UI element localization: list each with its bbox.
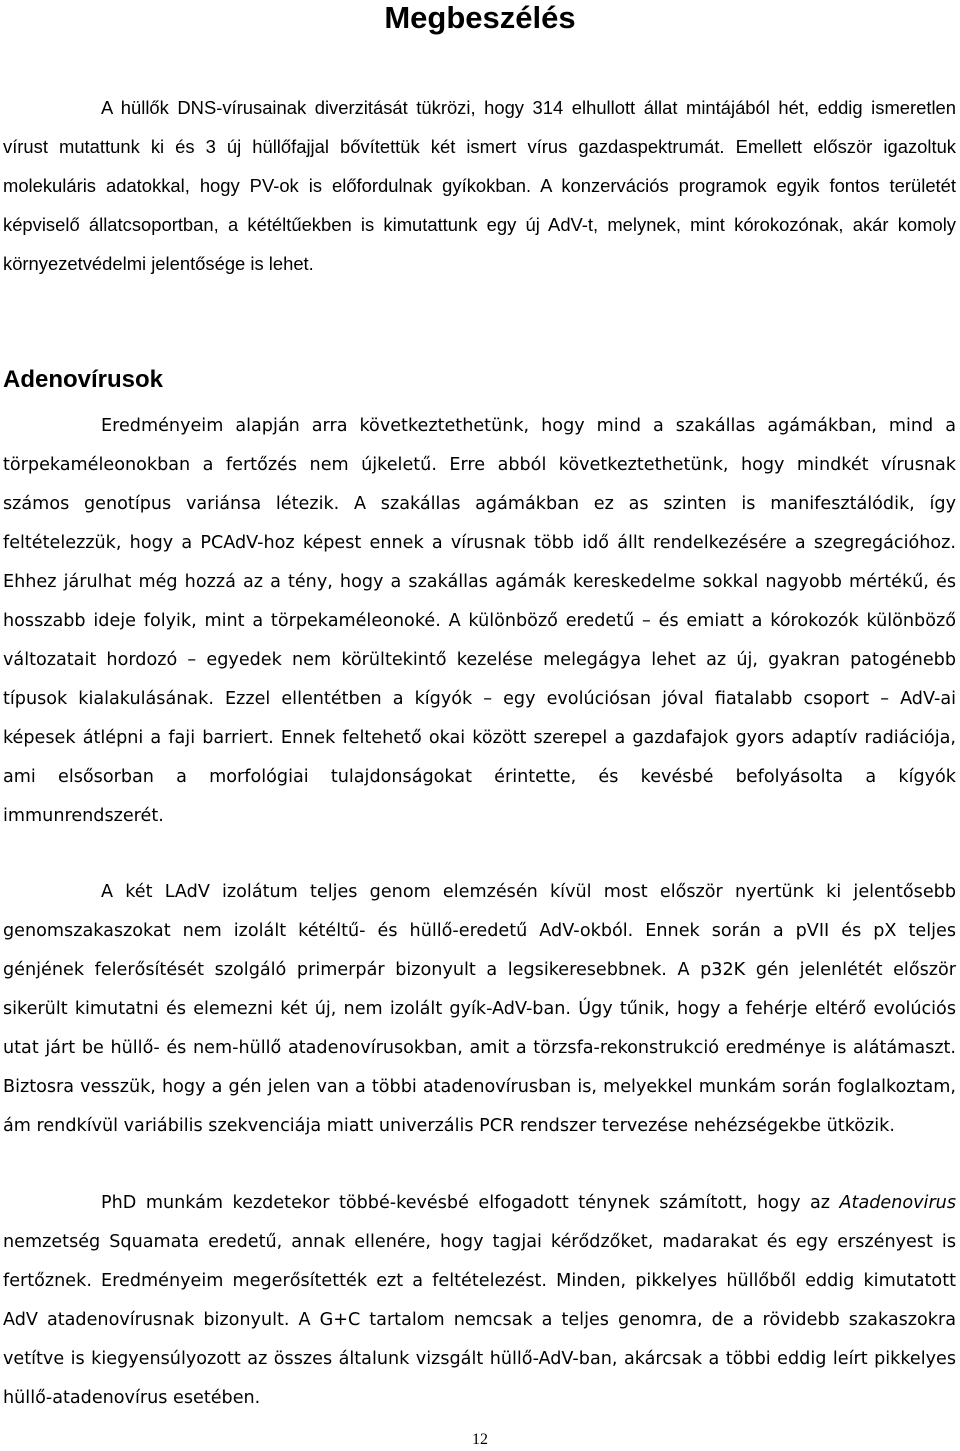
- paragraph-text-end: nemzetség Squamata eredetű, annak ellenére, hogy tagjai kérődzőket, madarakat és egy erszényest is fertőznek. Eredményeim megerősítették ezt a feltételezést. Minden, pikkelyes hüllőből eddig kimutatott AdV atadenovírusnak bizonyult. A G+C tartalom nemcsak a teljes genomra, de a rövidebb szakaszokra vetítve is kiegyensúlyozott az összes általunk vizsgált hüllő-AdV-ban, akárcsak a többi eddig leírt pikkelyes hüllő-atadenovírus esetében.: [3, 1232, 956, 1408]
- section-heading-adenoviruses: Adenovírusok: [3, 366, 164, 393]
- page-title: Megbeszélés: [384, 0, 576, 35]
- page-number: 12: [472, 1431, 488, 1448]
- genus-name-italic: Atadenovirus: [839, 1193, 956, 1213]
- paragraph-ladv-genome: A két LAdV izolátum teljes genom elemzésén kívül most először nyertünk ki jelentősebb genomszakaszokat nem izolált kétéltű- és hüllő-eredetű AdV-okból. Ennek során a pVII és pX teljes génjének felerősítését szolgáló primerpár bizonyult a legsikeresebbnek. A p32K gén jelenlétét először sikerült kimutatni és elemezni két új, nem izolált gyík-AdV-ban. Úgy tűnik, hogy a fehérje eltérő evolúciós utat járt be hüllő- és nem-hüllő atadenovírusokban, amit a törzsfa-rekonstrukció eredménye is alátámaszt. Biztosra vesszük, hogy a gén jelen van a többi atadenovírusban is, melyekkel munkám során foglalkoztam, ám rendkívül variábilis szekvenciája miatt univerzális PCR rendszer tervezése nehézségekbe ütközik.: [3, 882, 956, 1136]
- paragraph-findings: Eredményeim alapján arra következtethetünk, hogy mind a szakállas agámákban, mind a törpekaméleonokban a fertőzés nem újkeletű. Erre abból következtethetünk, hogy mindkét vírusnak számos genotípus variánsa létezik. A szakállas agámákban ez as szinten is manifesztálódik, így feltételezzük, hogy a PCAdV-hoz képest ennek a vírusnak több idő állt rendelkezésére a szegregációhoz. Ehhez járulhat még hozzá az a tény, hogy a szakállas agámák kereskedelme sokkal nagyobb mértékű, és hosszabb ideje folyik, mint a törpekaméleonoké. A különböző eredetű – és emiatt a kórokozók különböző változatait hordozó – egyedek nem körültekintő kezelése melegágya lehet az új, gyakran patogénebb típusok kialakulásának. Ezzel ellentétben a kígyók – egy evolúciósan jóval fiatalabb csoport – AdV-ai képesek átlépni a faji barriert. Ennek feltehető okai között szerepel a gazdafajok gyors adaptív radiációja, ami elsősorban a morfológiai tulajdonságokat érintette, és kevésbé befolyásolta a kígyók immunrendszerét.: [3, 416, 956, 826]
- paragraph-atadenovirus-origin: [3, 1184, 956, 1418]
- paragraph-intro: A hüllők DNS-vírusainak diverzitását tükrözi, hogy 314 elhullott állat mintájából hét, eddig ismeretlen vírust mutattunk ki és 3 új hüllőfajjal bővítettük két ismert vírus gazdaspektrumát. Emellett először igazoltuk molekuláris adatokkal, hogy PV-ok is előfordulnak gyíkokban. A konzervációs programok egyik fontos területét képviselő állatcsoportban, a kétéltűekben is kimutattunk egy új AdV-t, melynek, mint kórokozónak, akár komoly környezetvédelmi jelentősége is lehet.: [3, 97, 956, 274]
- paragraph-text-start: PhD munkám kezdetekor többé-kevésbé elfogadott ténynek számított, hogy az: [101, 1193, 840, 1213]
